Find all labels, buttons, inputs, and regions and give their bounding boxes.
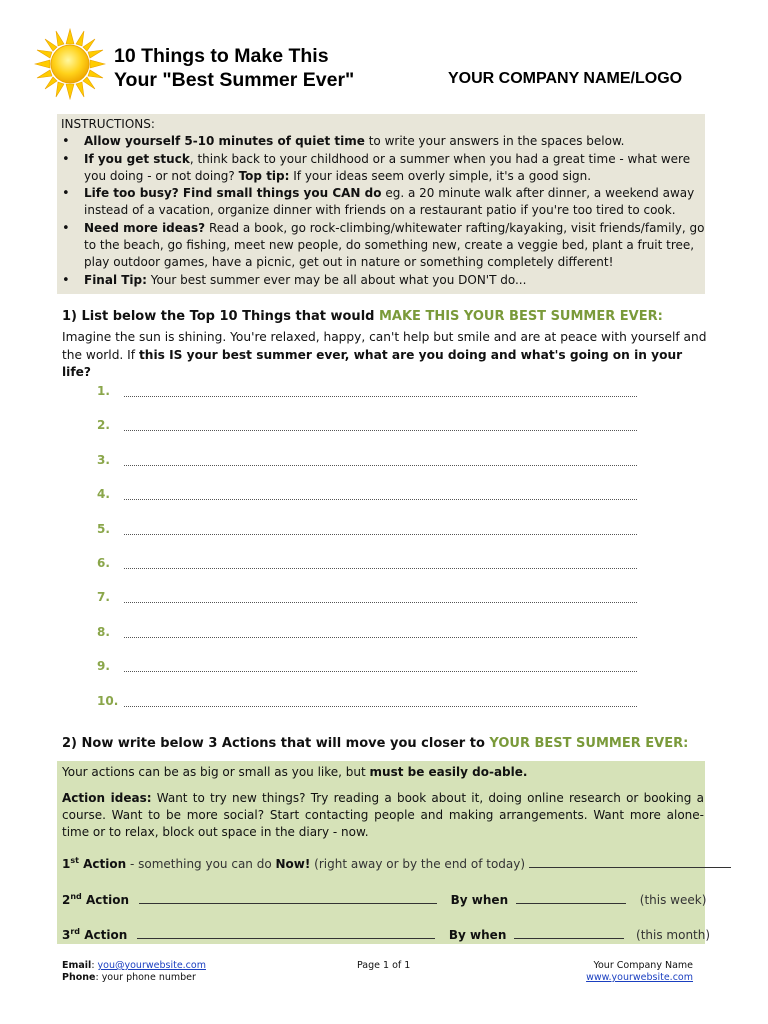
list-item[interactable]: 5.	[97, 522, 637, 556]
action-2-row: 2nd Action By when (this week)	[62, 892, 707, 907]
list-item[interactable]: 2.	[97, 418, 637, 452]
list-item[interactable]: 9.	[97, 659, 637, 693]
section1-intro: Imagine the sun is shining. You're relaxed, happy, can't help but smile and are at peace with yourself and the world. If this IS your best summer ever, what are you doing and what's going on in your life?	[62, 330, 707, 379]
website-link[interactable]: www.yourwebsite.com	[586, 972, 693, 983]
instruction-item: • Life too busy? Find small things you CAN do eg. a 20 minute walk after dinner, a weekend away instead of a vacation, organize dinner with friends on a restaurant patio if you're too tired to cook.	[61, 185, 705, 220]
instruction-item: • If you get stuck, think back to your childhood or a summer when you had a great time - what were you doing - or not doing? Top tip: If your ideas seem overly simple, it's a good sign.	[61, 151, 705, 186]
sun-icon	[34, 28, 106, 100]
answer-line[interactable]	[124, 556, 637, 569]
footer-company: Your Company Name www.yourwebsite.com	[586, 960, 693, 983]
action-ideas: Action ideas: Want to try new things? Try reading a book about it, doing online research or booking a course. Want to be more social? Start contacting people and making arrangements. Want more alone-time or to relax, block out space in the diary - now.	[62, 791, 704, 839]
section1-heading: 1) List below the Top 10 Things that would MAKE THIS YOUR BEST SUMMER EVER:	[62, 309, 663, 324]
action-1-input[interactable]	[529, 855, 731, 868]
section2-heading: 2) Now write below 3 Actions that will move you closer to YOUR BEST SUMMER EVER:	[62, 736, 689, 751]
email-link[interactable]: you@yourwebsite.com	[97, 960, 206, 971]
action-2-input[interactable]	[139, 891, 437, 904]
instruction-item: • Need more ideas? Read a book, go rock-climbing/whitewater rafting/kayaking, visit friends/family, go to the beach, go fishing, meet new people, do something new, create a veggie bed, plant a fruit tree, play outdoor games, have a picnic, get out in nature or something completely different!	[61, 220, 705, 272]
list-item[interactable]: 3.	[97, 453, 637, 487]
action-3-by-when-input[interactable]	[514, 926, 624, 939]
action-1-row: 1st Action - something you can do Now! (right away or by the end of today)	[62, 852, 731, 873]
answer-line[interactable]	[124, 625, 637, 638]
instructions-list	[61, 133, 705, 289]
list-item[interactable]: 8.	[97, 625, 637, 659]
instruction-item: • Final Tip: Your best summer ever may be all about what you DON'T do...	[61, 272, 705, 289]
list-item[interactable]: 6.	[97, 556, 637, 590]
answer-line[interactable]	[124, 453, 637, 466]
list-item[interactable]: 4.	[97, 487, 637, 521]
answer-line[interactable]	[124, 694, 637, 707]
answer-line[interactable]	[124, 590, 637, 603]
page-title	[114, 44, 354, 92]
action-3-row: 3rd Action By when (this month)	[62, 927, 711, 942]
top-ten-list	[97, 384, 637, 728]
actions-box	[57, 761, 711, 944]
list-item[interactable]: 1.	[97, 384, 637, 418]
instruction-item: • Allow yourself 5-10 minutes of quiet time to write your answers in the spaces below.	[61, 133, 705, 150]
answer-line[interactable]	[124, 487, 637, 500]
instructions-heading: INSTRUCTIONS:	[61, 117, 155, 131]
company-logo-placeholder: YOUR COMPANY NAME/LOGO	[448, 70, 683, 87]
title-line-1: 10 Things to Make This	[114, 45, 329, 67]
answer-line[interactable]	[124, 418, 637, 431]
list-item[interactable]: 10.	[97, 694, 637, 728]
action-3-input[interactable]	[137, 926, 435, 939]
title-line-2: Your "Best Summer Ever"	[114, 69, 355, 91]
answer-line[interactable]	[124, 384, 637, 397]
list-item[interactable]: 7.	[97, 590, 637, 624]
answer-line[interactable]	[124, 522, 637, 535]
answer-line[interactable]	[124, 659, 637, 672]
footer-contact: Email: you@yourwebsite.com Phone: your phone number	[62, 960, 206, 983]
instructions-box	[57, 114, 705, 294]
action-2-by-when-input[interactable]	[516, 891, 626, 904]
page-number: Page 1 of 1	[357, 960, 411, 971]
actions-intro: Your actions can be as big or small as you like, but must be easily do-able.	[62, 765, 528, 779]
